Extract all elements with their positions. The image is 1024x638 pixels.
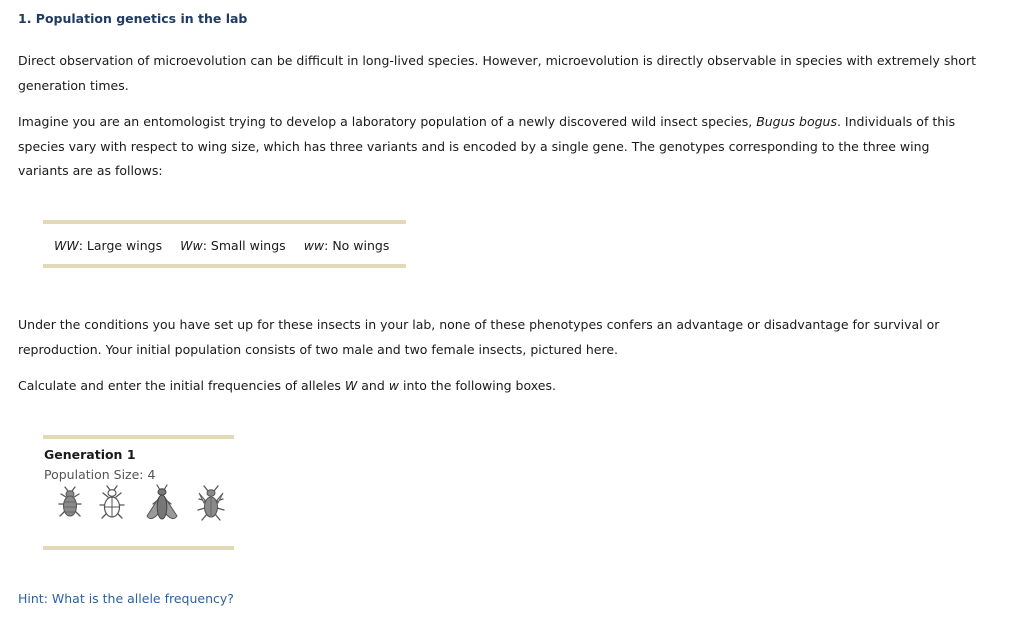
scenario-text-1: Imagine you are an entomologist trying to develop a laboratory population of a newly discovered wild insect species, [18, 114, 757, 129]
population-size: Population Size: 4 [44, 467, 156, 482]
instruction-text-2: and [357, 378, 389, 393]
intro-paragraph: Direct observation of microevolution can be difficult in long-lived species. However, microevolution is directly observable in species with extremely short generation times. [18, 53, 976, 93]
conditions-paragraph: Under the conditions you have set up for these insects in your lab, none of these phenotypes confers an advantage or disadvantage for survival or reproduction. Your initial population consists of two male and two female insects, pictured here. [18, 317, 940, 357]
genotype-label: ww [303, 238, 325, 253]
genotype-ww [304, 238, 390, 253]
instruction-text-1: Calculate and enter the initial frequencies of alleles [18, 378, 345, 393]
hint-link[interactable]: Hint: What is the allele frequency? [18, 591, 234, 606]
phenotype-label: : Small wings [202, 238, 286, 253]
allele-w: w [388, 378, 399, 393]
insect-icon [195, 484, 227, 524]
genotype-label: WW [54, 238, 79, 253]
phenotype-label: : Large wings [78, 238, 163, 253]
species-name: Bugus bogus [756, 114, 837, 129]
page-title: 1. Population genetics in the lab [18, 11, 248, 26]
generation-panel [43, 435, 234, 550]
scenario-text-2: . Individuals of this species vary with respect to wing size, which has three variants and is encoded by a single gene. The genotypes corresponding to the three wing variants are as follows: [18, 114, 956, 178]
insect-icon [97, 484, 127, 524]
genotype-WW [54, 238, 162, 253]
scenario-paragraph [18, 110, 978, 184]
allele-W: W [344, 378, 358, 393]
genotype-table [43, 220, 406, 268]
instruction-text-3: into the following boxes. [399, 378, 556, 393]
genotype-Ww [180, 238, 286, 253]
genotype-label: Ww [180, 238, 203, 253]
insect-icon [55, 484, 85, 524]
insect-icon [145, 484, 179, 526]
insect-population [55, 484, 235, 528]
generation-title: Generation 1 [44, 447, 136, 462]
instruction-paragraph [18, 374, 978, 399]
phenotype-label: : No wings [324, 238, 390, 253]
